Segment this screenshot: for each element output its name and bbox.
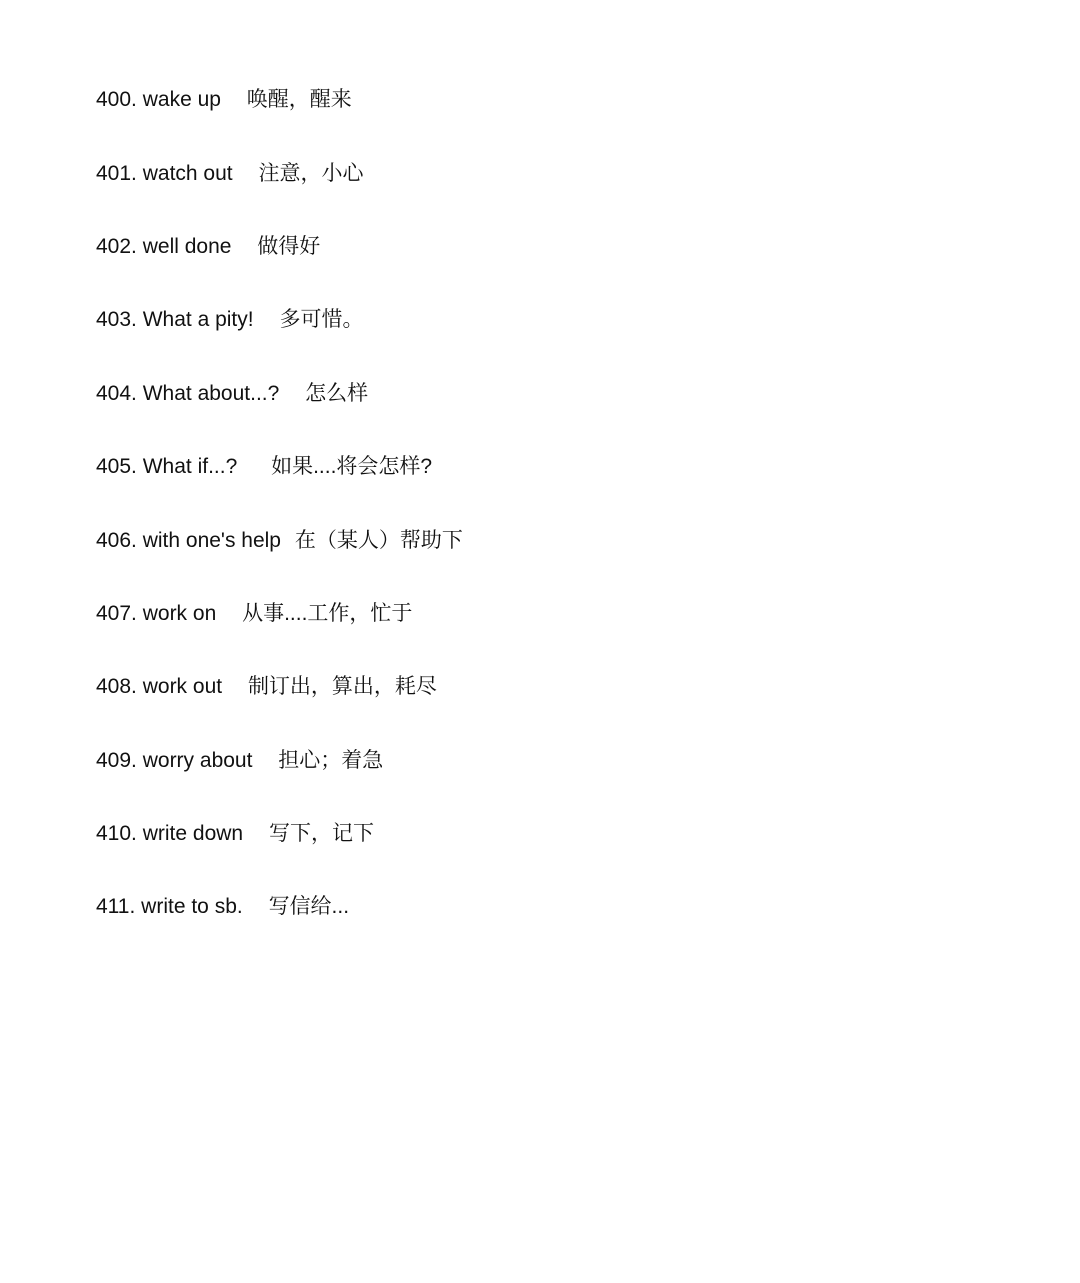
list-item <box>96 452 432 482</box>
entry-number: 404. <box>96 382 137 405</box>
entry-number: 406. <box>96 529 137 552</box>
entry-meaning: 写信给... <box>268 895 350 918</box>
entry-phrase: What about...? <box>142 382 280 405</box>
entry-meaning: 如果....将会怎样? <box>271 455 433 478</box>
list-item <box>96 599 412 629</box>
entry-meaning: 在（某人）帮助下 <box>294 529 463 552</box>
entry-meaning: 从事....工作，忙于 <box>242 602 413 625</box>
list-item <box>96 85 352 115</box>
entry-number: 402. <box>96 235 137 258</box>
entry-number: 405. <box>96 455 137 478</box>
list-item <box>96 819 374 849</box>
entry-number: 407. <box>96 602 137 625</box>
entry-number: 401. <box>96 162 137 185</box>
entry-phrase: well done <box>142 235 232 258</box>
entry-phrase: write down <box>142 822 244 845</box>
list-item <box>96 526 463 556</box>
entry-meaning: 注意，小心 <box>258 162 364 185</box>
entry-number: 400. <box>96 88 137 111</box>
list-item <box>96 892 349 922</box>
list-item <box>96 746 383 776</box>
entry-phrase: work on <box>142 602 217 625</box>
entry-meaning: 写下，记下 <box>268 822 374 845</box>
list-item <box>96 379 368 409</box>
entry-phrase: What a pity! <box>142 308 254 331</box>
entry-phrase: work out <box>142 675 223 698</box>
entry-meaning: 制订出，算出，耗尽 <box>247 675 437 698</box>
entry-phrase: What if...? <box>142 455 238 478</box>
entry-phrase: watch out <box>142 162 233 185</box>
entry-meaning: 做得好 <box>257 235 321 258</box>
entry-phrase: worry about <box>142 749 253 772</box>
entry-meaning: 唤醒，醒来 <box>246 88 352 111</box>
entry-meaning: 多可惜。 <box>279 308 364 331</box>
entry-number: 403. <box>96 308 137 331</box>
list-item <box>96 672 437 702</box>
entry-number: 409. <box>96 749 137 772</box>
entry-phrase: write to sb. <box>141 895 243 918</box>
list-item <box>96 232 320 262</box>
list-item <box>96 305 363 335</box>
entry-phrase: with one's help <box>142 529 281 552</box>
list-item <box>96 159 363 189</box>
entry-number: 411. <box>96 895 136 918</box>
entry-number: 410. <box>96 822 137 845</box>
entry-number: 408. <box>96 675 137 698</box>
entry-meaning: 担心；着急 <box>278 749 384 772</box>
entry-phrase: wake up <box>142 88 221 111</box>
entry-meaning: 怎么样 <box>305 382 369 405</box>
